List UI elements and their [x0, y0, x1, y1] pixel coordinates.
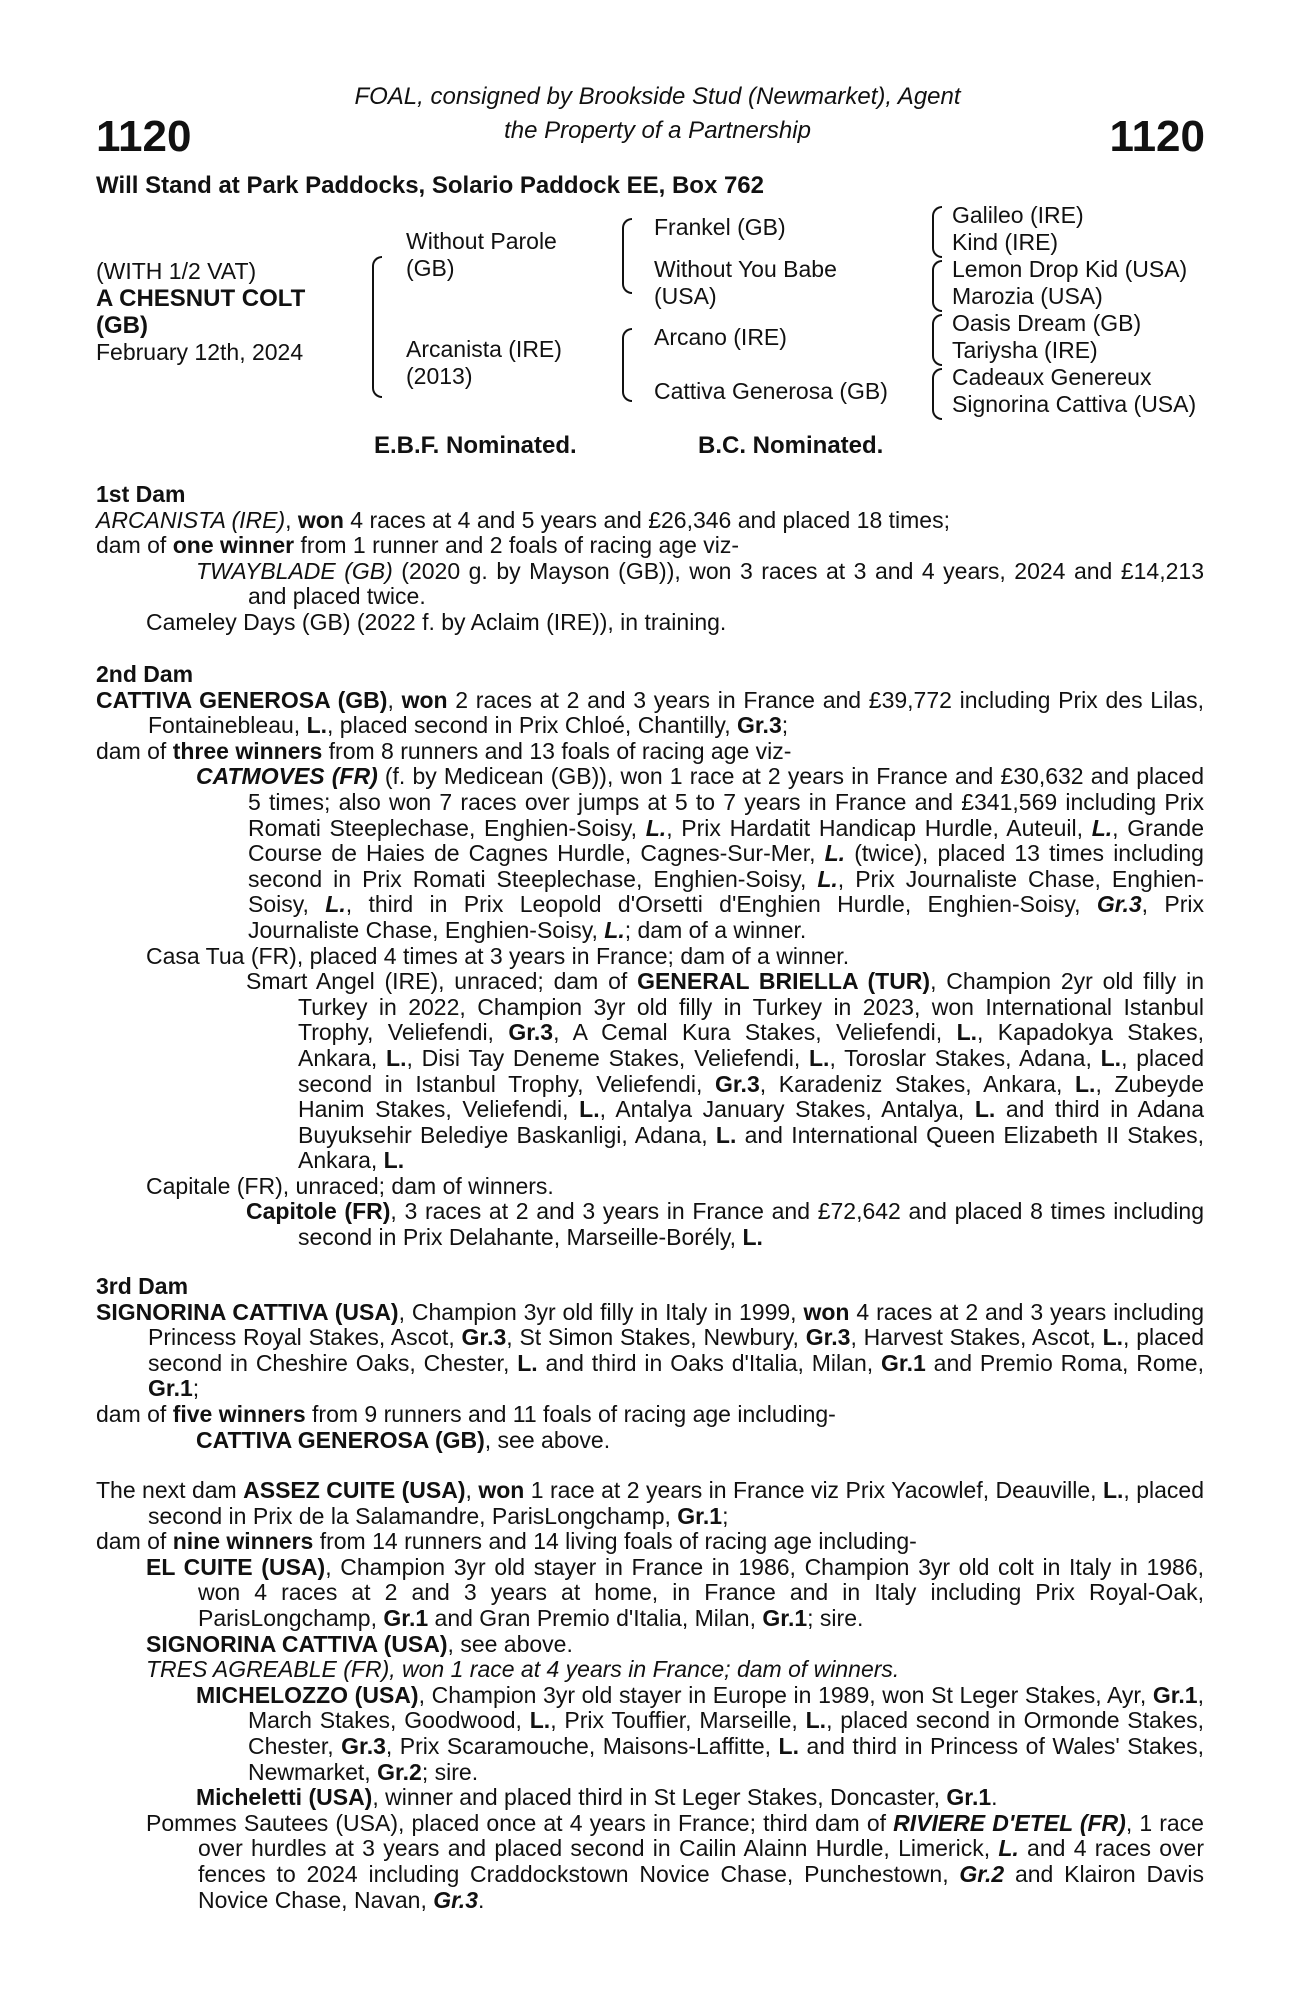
record-text: , placed second in Prix de la Salamandre, ParisLongchamp, — [148, 1477, 1204, 1529]
progeny-text: , Zubeyde Hanim Stakes, Veliefendi, — [298, 1070, 1204, 1123]
lot-number-right: 1120 — [1109, 112, 1205, 161]
ebf-nomination: E.B.F. Nominated. — [374, 432, 577, 459]
progeny-text: , 3 races at 2 and 3 years in France and £72,642 and placed 8 times including second in Prix Delahante, Marseille-Borély, — [298, 1198, 1204, 1251]
group-label: Gr.1 — [881, 1349, 926, 1376]
punct: , — [465, 1477, 479, 1503]
progeny-text: , Champion 3yr old stayer in Europe in 1989, won St Leger Stakes, Ayr, — [418, 1681, 1153, 1708]
won-label: won — [478, 1477, 525, 1503]
dam-sire: Arcano (IRE) — [654, 324, 787, 350]
listed-label: L. — [1102, 1477, 1124, 1503]
gg-sss: Galileo (IRE) — [952, 202, 1084, 228]
listed-label: L. — [742, 1224, 763, 1251]
progeny-name: GENERAL BRIELLA (TUR) — [637, 968, 931, 995]
progeny-text: , Prix Journaliste Chase, Enghien-Soisy, — [248, 891, 1204, 943]
listed-label: L. — [1075, 1070, 1096, 1097]
progeny-text: , Champion 2yr old filly in Turkey in 2022, Champion 3yr old filly in Turkey in 2023, won International Istanbul Trophy, Veliefendi, — [298, 968, 1204, 1046]
dam-of-pre: dam of — [96, 532, 173, 559]
record-text: and third in Oaks d'Italia, Milan, — [537, 1349, 882, 1376]
gg-dds: Cadeaux Genereux — [952, 364, 1152, 390]
progeny-text: , Antalya January Stakes, Antalya, — [599, 1096, 975, 1123]
third-dam-section — [96, 1274, 1204, 1453]
progeny-text: (2020 g. by Mayson (GB)), won 3 races at 3 and 4 years, 2024 and £14,213 and placed twice. — [248, 557, 1204, 610]
horse-name-line-1: A CHESNUT COLT — [96, 285, 306, 312]
group-label: Gr.1 — [946, 1784, 992, 1811]
group-label: Gr.3 — [714, 1070, 760, 1097]
dam-of-pre: dam of — [96, 1528, 173, 1555]
listed-label: L. — [1100, 1044, 1122, 1071]
winners-count: nine winners — [172, 1528, 314, 1555]
progeny-text: , Kapadokya Stakes, Ankara, — [298, 1019, 1204, 1071]
progeny-text: , Prix Journaliste Chase, Enghien-Soisy, — [248, 865, 1204, 918]
stand-location: Will Stand at Park Paddocks, Solario Paddock EE, Box 762 — [96, 172, 765, 199]
gg-ddd: Signorina Cattiva (USA) — [952, 391, 1197, 417]
brace-sire-line — [622, 218, 632, 294]
gg-sdd: Marozia (USA) — [952, 283, 1103, 309]
listed-label: L. — [529, 1707, 551, 1734]
group-label: Gr.3 — [341, 1732, 386, 1759]
progeny-text: and third in Adana Buyuksehir Belediye Baskanligi, Adana, — [298, 1096, 1204, 1148]
listed-label: L. — [824, 840, 846, 867]
group-label: Gr.1 — [762, 1604, 808, 1631]
next-dam-pre: The next dam — [96, 1477, 244, 1503]
progeny-name: Micheletti (USA) — [196, 1784, 373, 1811]
progeny-name: MICHELOZZO (USA) — [196, 1681, 419, 1708]
progeny-text: , Karadeniz Stakes, Ankara, — [759, 1070, 1075, 1097]
progeny-name: SIGNORINA CATTIVA (USA) — [146, 1630, 448, 1657]
progeny-text: , placed second in Istanbul Trophy, Veliefendi, — [298, 1044, 1205, 1097]
listed-label: L. — [817, 865, 838, 892]
progeny-text: Cameley Days (GB) (2022 f. by Aclaim (IRE)), in training. — [146, 608, 727, 635]
group-label: Gr.2 — [959, 1860, 1005, 1887]
progeny-text: and 4 races over fences to 2024 including Craddockstown Novice Chase, Punchestown, — [198, 1835, 1204, 1887]
consignment-line-1: FOAL, consigned by Brookside Stud (Newmarket), Agent — [354, 83, 961, 110]
punct: ; — [781, 712, 789, 739]
listed-label: L. — [383, 1147, 405, 1174]
punct: ; — [192, 1375, 200, 1402]
sire-dam-country: (USA) — [654, 283, 717, 309]
listed-label: L. — [1102, 1324, 1124, 1351]
second-dam-name: CATTIVA GENEROSA (GB) — [96, 686, 388, 713]
winners-count: one winner — [172, 532, 295, 559]
won-label: won — [297, 506, 344, 533]
progeny-text: , Prix Hardatit Handicap Hurdle, Auteuil, — [666, 814, 1092, 841]
first-dam-name: ARCANISTA (IRE) — [96, 506, 286, 533]
group-label: Gr.3 — [508, 1019, 554, 1046]
listed-label: L. — [306, 712, 328, 739]
progeny-text: and International Queen Elizabeth II Stakes, Ankara, — [298, 1121, 1204, 1174]
progeny-name: CATTIVA GENEROSA (GB) — [196, 1426, 485, 1453]
lot-number-left: 1120 — [96, 112, 192, 161]
listed-label: L. — [998, 1835, 1019, 1862]
progeny-text: ; dam of a winner. — [624, 916, 807, 943]
brace-g1 — [932, 206, 942, 258]
listed-label: L. — [715, 1121, 737, 1148]
dam-of-post: from 1 runner and 2 foals of racing age viz- — [294, 532, 740, 559]
group-label: Gr.3 — [736, 712, 782, 739]
sire-dam — [654, 256, 837, 310]
record-text: and Premio Roma, Rome, — [925, 1349, 1204, 1376]
group-label: Gr.3 — [433, 1886, 478, 1913]
third-dam-heading: 3rd Dam — [96, 1273, 189, 1299]
group-label: Gr.3 — [461, 1324, 507, 1351]
progeny-text: , Toroslar Stakes, Adana, — [829, 1044, 1101, 1071]
punct: . — [991, 1784, 998, 1811]
group-label: Gr.1 — [383, 1604, 429, 1631]
brace-parents — [372, 256, 382, 398]
progeny-text: , 1 race over hurdles at 3 years and placed second in Cailin Alainn Hurdle, Limerick, — [198, 1809, 1204, 1862]
foaling-date: February 12th, 2024 — [96, 339, 304, 365]
progeny-text: , see above. — [447, 1630, 573, 1657]
record-text: , Harvest Stakes, Ascot, — [850, 1324, 1103, 1351]
progeny-text: , Champion 3yr old stayer in France in 1986, Champion 3yr old colt in Italy in 1986, won 4 races at 2 and 3 years at home, in France and in Italy including Prix Royal-Oak, ParisLongchamp, — [198, 1553, 1205, 1631]
listed-label: L. — [808, 1044, 830, 1071]
first-dam-heading: 1st Dam — [96, 481, 186, 507]
record-text: 2 races at 2 and 3 years in France and £39,772 including Prix des Lilas, Fontainebleau, — [148, 686, 1204, 739]
listed-label: L. — [805, 1707, 827, 1734]
progeny-text: Pommes Sautees (USA), placed once at 4 years in France; third dam of — [146, 1809, 894, 1836]
progeny-name: RIVIERE D'ETEL (FR) — [893, 1809, 1126, 1836]
won-label: won — [401, 686, 448, 713]
group-label: Gr.3 — [1096, 891, 1142, 918]
brace-dam-line — [622, 328, 632, 402]
first-dam-record: 4 races at 4 and 5 years and £26,346 and placed 18 times; — [343, 506, 950, 533]
dam-of-post: from 8 runners and 13 foals of racing age viz- — [322, 737, 792, 764]
dam — [406, 336, 562, 390]
dam-name: Arcanista (IRE) — [406, 336, 562, 362]
record-text: , Champion 3yr old filly in Italy in 1999, — [398, 1298, 804, 1325]
progeny-name: Capitole (FR) — [246, 1198, 391, 1225]
sire-country: (GB) — [406, 255, 455, 281]
listed-label: L. — [386, 1044, 407, 1071]
record-text: , placed second in Prix Chloé, Chantilly, — [327, 712, 737, 739]
dam-of-pre: dam of — [96, 1400, 173, 1427]
listed-label: L. — [604, 916, 625, 943]
progeny-text: ; sire. — [807, 1604, 864, 1631]
listed-label: L. — [1091, 814, 1113, 841]
listed-label: L. — [956, 1019, 978, 1046]
vat-note: (WITH 1/2 VAT) — [96, 258, 257, 284]
next-dam-section — [96, 1478, 1204, 1913]
group-label: Gr.3 — [805, 1324, 851, 1351]
listed-label: L. — [579, 1096, 600, 1123]
punct: ; — [722, 1502, 729, 1529]
progeny-text: , A Cemal Kura Stakes, Veliefendi, — [553, 1019, 957, 1046]
progeny-text: (f. by Medicean (GB)), won 1 race at 2 years in France and £30,632 and placed 5 times; also won 7 races over jumps at 5 to 7 years in France and £341,569 including Prix Romati Steeplechase, Enghien-Soisy, — [248, 763, 1204, 841]
first-dam-section: 1st Dam ARCANISTA (IRE), won 4 races at 4 and 5 years and £26,346 and placed 18 times; dam of one winner from 1 runner and 2 foals of racing age viz- TWAYBLADE (GB) (2020 g. by Mayson (GB)), won 3 races at 3 and 4 years, 2024 and £14,213 and placed twice. Cameley Days (GB) (2022 f. by Aclaim (IRE)), in training. — [96, 481, 1204, 635]
bc-nomination: B.C. Nominated. — [698, 432, 884, 459]
gg-dss: Oasis Dream (GB) — [952, 310, 1142, 336]
progeny-text: Capitale (FR), unraced; dam of winners. — [146, 1172, 554, 1199]
won-label: won — [803, 1298, 850, 1325]
progeny-text: , placed second in Ormonde Stakes, Chester, — [248, 1707, 1205, 1759]
progeny-text: , Disi Tay Deneme Stakes, Veliefendi, — [406, 1044, 809, 1071]
dam-of-post: from 9 runners and 11 foals of racing age including- — [305, 1400, 836, 1427]
record-text: 4 races at 2 and 3 years including Princess Royal Stakes, Ascot, — [148, 1298, 1204, 1351]
progeny-text: , Prix Touffier, Marseille, — [550, 1707, 806, 1734]
group-label: Gr.1 — [148, 1375, 193, 1402]
progeny-text: (twice), placed 13 times including second in Prix Romati Steeplechase, Enghien-Soisy, — [248, 840, 1204, 892]
next-dam-name: ASSEZ CUITE (USA) — [243, 1477, 466, 1503]
sire-sire: Frankel (GB) — [654, 214, 786, 240]
record-text: 1 race at 2 years in France viz Prix Yacowlef, Deauville, — [524, 1477, 1103, 1503]
record-text: , placed second in Cheshire Oaks, Chester, — [148, 1324, 1205, 1376]
progeny-name: CATMOVES (FR) — [196, 763, 378, 790]
progeny-text: and Klairon Davis Novice Chase, Navan, — [198, 1860, 1204, 1913]
group-label: Gr.2 — [377, 1758, 422, 1785]
listed-label: L. — [325, 891, 346, 918]
winners-count: three winners — [172, 737, 323, 764]
dam-dam: Cattiva Generosa (GB) — [654, 378, 888, 404]
third-dam-name: SIGNORINA CATTIVA (USA) — [96, 1298, 399, 1325]
gg-dsd: Tariysha (IRE) — [952, 337, 1098, 363]
progeny-text: , March Stakes, Goodwood, — [248, 1681, 1204, 1734]
dam-of-post: from 14 runners and 14 living foals of racing age including- — [313, 1528, 917, 1555]
group-label: Gr.1 — [677, 1502, 723, 1529]
listed-label: L. — [645, 814, 667, 841]
progeny-text: ; sire. — [421, 1758, 479, 1785]
second-dam-section: 2nd Dam CATTIVA GENEROSA (GB), won 2 races at 2 and 3 years in France and £39,772 including Prix des Lilas, Fontainebleau, L., placed second in Prix Chloé, Chantilly, Gr.3; dam of three winners from 8 runners and 13 foals of racing age viz- CATMOVES (FR) (f. by Medicean (GB)), won 1 race at 2 years in France and £30,632 and placed 5 times; also won 7 races over jumps at 5 to 7 years in France and £341,569 including Prix Romati Steeplechase, Enghien-Soisy, L., Prix Hardatit Handicap Hurdle, Auteuil, L., Grande Course de Haies de Cagnes Hurdle, Cagnes-Sur-Mer, L. (twice), placed 13 times including second in Prix Romati Steeplechase, Enghien-Soisy, L., Prix Journaliste Chase, Enghien-Soisy, L., third in Prix Leopold d'Orsetti d'Enghien Hurdle, Enghien-Soisy, Gr.3, Prix Journaliste Chase, Enghien-Soisy, L.; dam of a winner. Casa Tua (FR), placed 4 times at 3 years in France; dam of a winner. Smart Angel (IRE), unraced; dam of GENERAL BRIELLA (TUR), Champion 2yr old filly in Turkey in 2022, Champion 3yr old filly in Turkey in 2023, won International Istanbul Trophy, Veliefendi, Gr.3, A Cemal Kura Stakes, Veliefendi, L., Kapadokya Stakes, Ankara, L., Disi Tay Deneme Stakes, Veliefendi, L., Toroslar Stakes, Adana, L., placed second in Istanbul Trophy, Veliefendi, Gr.3, Karadeniz Stakes, Ankara, L., Zubeyde Hanim Stakes, Veliefendi, L., Antalya January Stakes, Antalya, L. and third in Adana Buyuksehir Belediye Baskanligi, Adana, L. and International Queen Elizabeth II Stakes, Ankara, L. Capitale (FR), unraced; dam of winners. Capitole (FR), 3 races at 2 and 3 years in France and £72,642 and placed 8 times including second in Prix Delahante, Marseille-Borély, L. — [96, 661, 1205, 1251]
listed-label: L. — [974, 1096, 996, 1123]
dam-year: (2013) — [406, 363, 473, 389]
progeny-text: and Gran Premio d'Italia, Milan, — [428, 1604, 763, 1631]
sire-name: Without Parole — [406, 228, 557, 254]
brace-g2 — [932, 260, 942, 312]
progeny-text: , Prix Scaramouche, Maisons-Laffitte, — [385, 1732, 779, 1759]
second-dam-heading: 2nd Dam — [96, 661, 194, 687]
listed-label: L. — [778, 1732, 799, 1759]
winners-count: five winners — [172, 1400, 306, 1427]
dam-of-pre: dam of — [96, 737, 173, 764]
punct: . — [478, 1886, 485, 1913]
listed-label: L. — [517, 1349, 538, 1376]
consignment-line-2: the Property of a Partnership — [504, 117, 811, 144]
progeny-text: Casa Tua (FR), placed 4 times at 3 years in France; dam of a winner. — [146, 942, 850, 969]
progeny-text: , Grande Course de Haies de Cagnes Hurdle, Cagnes-Sur-Mer, — [248, 814, 1204, 867]
consignment-info — [0, 80, 1315, 148]
horse-name-line-2: (GB) — [96, 312, 148, 339]
progeny-text: Smart Angel (IRE), unraced; dam of — [246, 968, 638, 995]
progeny-name: EL CUITE (USA) — [146, 1553, 326, 1580]
group-label: Gr.1 — [1152, 1681, 1198, 1708]
brace-g3 — [932, 314, 942, 366]
sire-dam-name: Without You Babe — [654, 256, 837, 282]
record-text: , St Simon Stakes, Newbury, — [506, 1324, 806, 1351]
gg-ssd: Kind (IRE) — [952, 229, 1059, 255]
progeny-text: , winner and placed third in St Leger Stakes, Doncaster, — [372, 1784, 947, 1811]
progeny-name: TWAYBLADE (GB) — [196, 557, 393, 584]
progeny-text: and third in Princess of Wales' Stakes, Newmarket, — [248, 1732, 1204, 1785]
progeny-text: , see above. — [484, 1426, 611, 1453]
progeny-text: TRES AGREABLE (FR), won 1 race at 4 years in France; dam of winners. — [146, 1656, 900, 1683]
gg-sds: Lemon Drop Kid (USA) — [952, 256, 1188, 282]
progeny-text: , third in Prix Leopold d'Orsetti d'Enghien Hurdle, Enghien-Soisy, — [345, 891, 1097, 918]
sire — [406, 228, 557, 282]
horse-info — [96, 258, 305, 366]
brace-g4 — [932, 368, 942, 420]
